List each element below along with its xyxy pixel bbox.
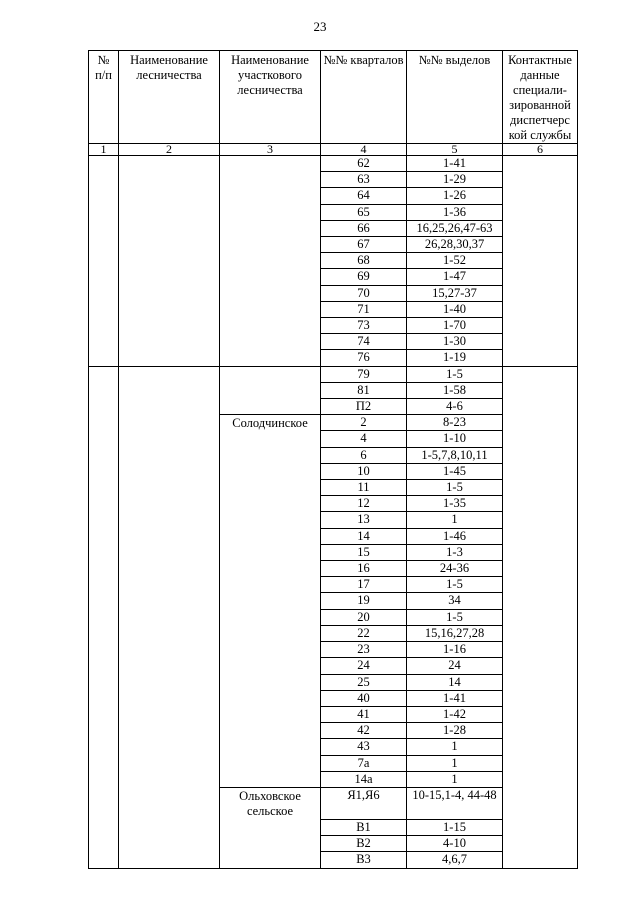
quarter-cell: 16 <box>321 561 407 577</box>
quarter-cell: 13 <box>321 512 407 528</box>
plot-cell: 4-6 <box>407 399 503 415</box>
plot-cell: 1-10 <box>407 431 503 447</box>
plot-cell: 15,16,27,28 <box>407 625 503 641</box>
quarter-cell: П2 <box>321 399 407 415</box>
header-forestry: Наименование лесничества <box>119 51 220 144</box>
column-number: 2 <box>119 144 220 156</box>
quarter-cell: 12 <box>321 496 407 512</box>
empty-forestry-cell <box>119 366 220 868</box>
plot-cell: 1-52 <box>407 253 503 269</box>
column-number-row <box>89 144 578 156</box>
quarter-cell: 41 <box>321 706 407 722</box>
quarter-cell: 17 <box>321 577 407 593</box>
plot-cell: 16,25,26,47-63 <box>407 220 503 236</box>
plot-cell: 10-15,1-4, 44-48 <box>407 787 503 819</box>
quarter-cell: 2 <box>321 415 407 431</box>
plot-cell: 1-30 <box>407 334 503 350</box>
quarter-cell: 20 <box>321 609 407 625</box>
plot-cell: 1-70 <box>407 318 503 334</box>
plot-cell: 1 <box>407 755 503 771</box>
quarter-cell: 64 <box>321 188 407 204</box>
empty-district-cell <box>220 156 321 367</box>
plot-cell: 1-3 <box>407 544 503 560</box>
plot-cell: 24 <box>407 658 503 674</box>
header-row <box>89 51 578 144</box>
plot-cell: 1-5 <box>407 577 503 593</box>
empty-district-cell <box>220 366 321 415</box>
column-number: 1 <box>89 144 119 156</box>
quarter-cell: 14а <box>321 771 407 787</box>
quarter-cell: 25 <box>321 674 407 690</box>
plot-cell: 1-5 <box>407 480 503 496</box>
empty-contacts-cell <box>503 156 578 367</box>
quarter-cell: 62 <box>321 156 407 172</box>
quarter-cell: 11 <box>321 480 407 496</box>
column-number: 5 <box>407 144 503 156</box>
plot-cell: 24-36 <box>407 561 503 577</box>
plot-cell: 1-19 <box>407 350 503 366</box>
table-row <box>89 366 578 382</box>
header-contacts: Контактные данные специали-зированной диспетчерс кой службы <box>503 51 578 144</box>
forestry-table <box>88 50 578 869</box>
plot-cell: 1-58 <box>407 382 503 398</box>
plot-cell: 14 <box>407 674 503 690</box>
quarter-cell: 40 <box>321 690 407 706</box>
plot-cell: 1-26 <box>407 188 503 204</box>
district-forestry-name: Солодчинское <box>220 415 321 788</box>
plot-cell: 1-41 <box>407 690 503 706</box>
quarter-cell: 68 <box>321 253 407 269</box>
quarter-cell: 76 <box>321 350 407 366</box>
quarter-cell: 10 <box>321 463 407 479</box>
quarter-cell: 6 <box>321 447 407 463</box>
quarter-cell: В2 <box>321 836 407 852</box>
plot-cell: 34 <box>407 593 503 609</box>
plot-cell: 1-40 <box>407 301 503 317</box>
quarter-cell: 23 <box>321 642 407 658</box>
plot-cell: 1 <box>407 512 503 528</box>
quarter-cell: В3 <box>321 852 407 868</box>
quarter-cell: 4 <box>321 431 407 447</box>
column-number: 3 <box>220 144 321 156</box>
plot-cell: 1 <box>407 739 503 755</box>
plot-cell: 1-5 <box>407 366 503 382</box>
quarter-cell: 81 <box>321 382 407 398</box>
quarter-cell: 19 <box>321 593 407 609</box>
plot-cell: 1-16 <box>407 642 503 658</box>
empty-contacts-cell <box>503 366 578 868</box>
quarter-cell: 70 <box>321 285 407 301</box>
quarter-cell: 14 <box>321 528 407 544</box>
plot-cell: 1-42 <box>407 706 503 722</box>
plot-cell: 1 <box>407 771 503 787</box>
plot-cell: 8-23 <box>407 415 503 431</box>
plot-cell: 1-41 <box>407 156 503 172</box>
plot-cell: 26,28,30,37 <box>407 237 503 253</box>
plot-cell: 1-5,7,8,10,11 <box>407 447 503 463</box>
plot-cell: 1-29 <box>407 172 503 188</box>
empty-number-cell <box>89 366 119 868</box>
quarter-cell: 74 <box>321 334 407 350</box>
empty-number-cell <box>89 156 119 367</box>
empty-forestry-cell <box>119 156 220 367</box>
plot-cell: 15,27-37 <box>407 285 503 301</box>
quarter-cell: 79 <box>321 366 407 382</box>
plot-cell: 1-35 <box>407 496 503 512</box>
page-number: 23 <box>313 19 327 34</box>
quarter-cell: 66 <box>321 220 407 236</box>
header-quarters: №№ кварталов <box>321 51 407 144</box>
plot-cell: 1-45 <box>407 463 503 479</box>
quarter-cell: 73 <box>321 318 407 334</box>
header-number: № п/п <box>89 51 119 144</box>
quarter-cell: 71 <box>321 301 407 317</box>
plot-cell: 4-10 <box>407 836 503 852</box>
plot-cell: 1-15 <box>407 819 503 835</box>
plot-cell: 1-46 <box>407 528 503 544</box>
column-number: 4 <box>321 144 407 156</box>
plot-cell: 1-47 <box>407 269 503 285</box>
quarter-cell: 15 <box>321 544 407 560</box>
column-number: 6 <box>503 144 578 156</box>
quarter-cell: 7а <box>321 755 407 771</box>
quarter-cell: 63 <box>321 172 407 188</box>
plot-cell: 1-5 <box>407 609 503 625</box>
quarter-cell: 42 <box>321 723 407 739</box>
plot-cell: 1-28 <box>407 723 503 739</box>
quarter-cell: Я1,Я6 <box>321 787 407 819</box>
plot-cell: 1-36 <box>407 204 503 220</box>
plot-cell: 4,6,7 <box>407 852 503 868</box>
quarter-cell: 24 <box>321 658 407 674</box>
quarter-cell: В1 <box>321 819 407 835</box>
quarter-cell: 65 <box>321 204 407 220</box>
quarter-cell: 22 <box>321 625 407 641</box>
quarter-cell: 43 <box>321 739 407 755</box>
district-forestry-name: Ольховское сельское <box>220 787 321 868</box>
header-plots: №№ выделов <box>407 51 503 144</box>
table-row <box>89 156 578 172</box>
quarter-cell: 67 <box>321 237 407 253</box>
quarter-cell: 69 <box>321 269 407 285</box>
header-district-forestry: Наименование участкового лесничества <box>220 51 321 144</box>
